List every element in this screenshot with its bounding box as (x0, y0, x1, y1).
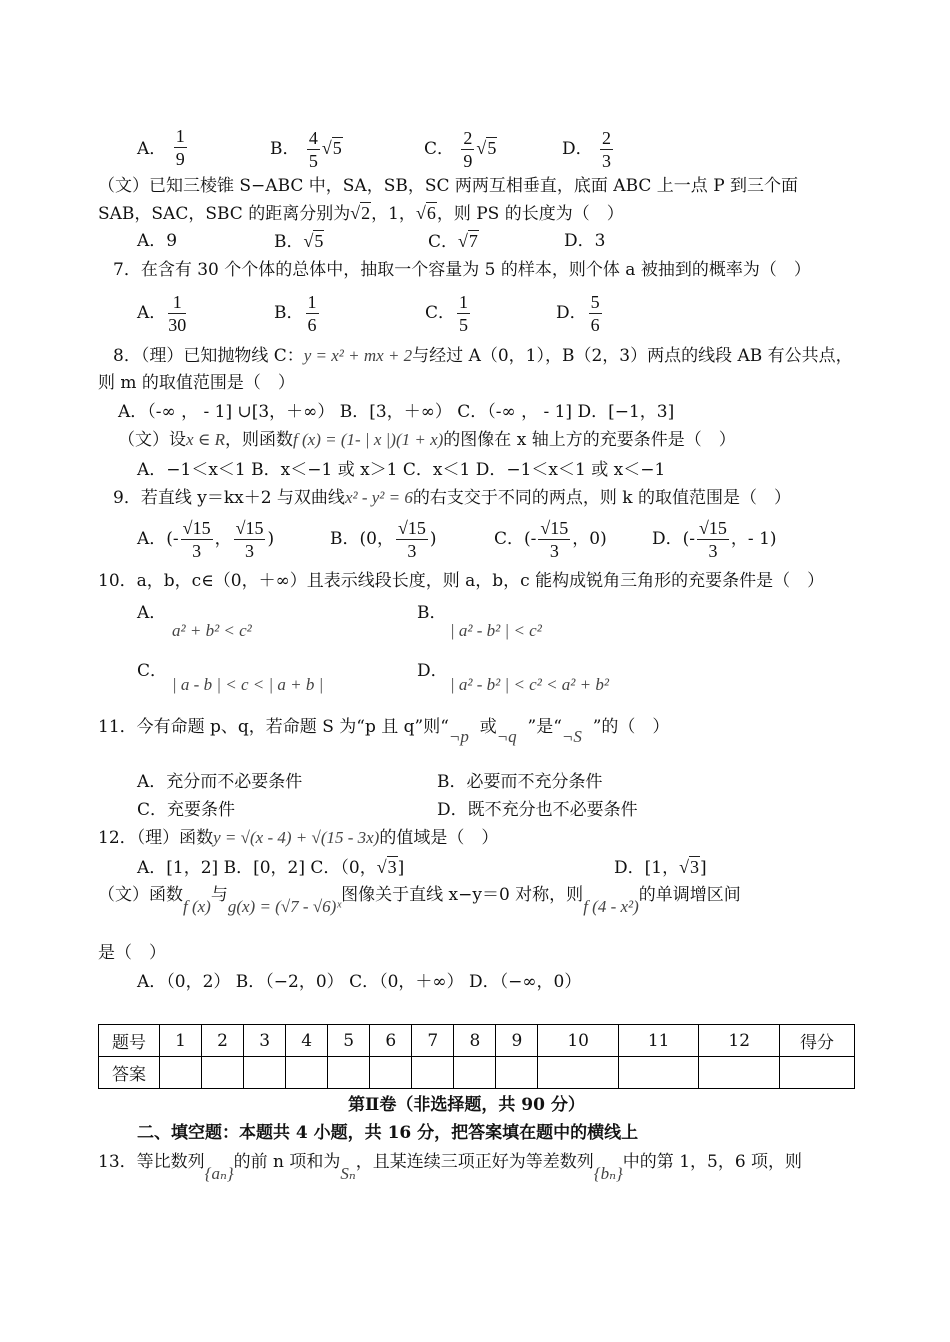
table-cell: 1 (160, 1025, 202, 1057)
q10-option-b-label: B． (417, 603, 447, 623)
q10-option-a-label: A． (137, 603, 167, 623)
q12-option-d: D．[1，√3] (614, 857, 707, 878)
table-cell: 4 (286, 1025, 328, 1057)
table-cell: 3 (244, 1025, 286, 1057)
q9-option-b: B．(0， $\frac{√15}{3}$ ) (330, 518, 437, 561)
table-cell: 11 (618, 1025, 699, 1057)
q12-text: 12．（理）函数y = √(x - 4) + √(15 - 3x)的值域是（ ） (98, 828, 499, 848)
answer-cell[interactable] (496, 1057, 538, 1089)
q10-option-a-math: a² + b² < c² (172, 621, 252, 640)
answer-cell[interactable] (160, 1057, 202, 1089)
q6-wen-line1: （文）已知三棱锥 S−ABC 中，SA，SB，SC 两两互相垂直，底面 ABC 上一点 P 到三个面 (98, 176, 799, 196)
answer-table-answer-row (99, 1057, 855, 1089)
table-cell: 题号 (99, 1025, 160, 1057)
answer-cell[interactable] (538, 1057, 619, 1089)
q6-option-a: A． $\frac{1}{9}$ (137, 126, 185, 169)
section-subtitle: 二、填空题：本题共 4 小题，共 16 分，把答案填在题中的横线上 (137, 1123, 639, 1143)
q6-option-c: C． $\frac{2}{9}$ √5 (424, 128, 497, 171)
q10-option-d-math: | a² - b² | < c² < a² + b² (450, 675, 609, 694)
score-cell[interactable] (780, 1057, 855, 1089)
q8-line1: 8．（理）已知抛物线 C：y = x² + mx + 2与经过 A（0，1），B（2，3）两点的线段 AB 有公共点， (113, 346, 853, 366)
table-cell: 9 (496, 1025, 538, 1057)
table-cell: 7 (412, 1025, 454, 1057)
table-cell: 得分 (780, 1025, 855, 1057)
table-cell: 2 (202, 1025, 244, 1057)
q11-option-b: B．必要而不充分条件 (437, 772, 603, 792)
answer-table-header-row (99, 1025, 855, 1057)
q11-option-c: C．充要条件 (137, 800, 236, 820)
q12-wen-line1: （文）函数f (x)与g(x) = (√7 - √6)ˣ图像关于直线 x−y＝0 对称，则f (4 - x²)的单调增区间 (98, 885, 741, 916)
q7-option-b: B． $\frac{1}{6}$ (274, 292, 317, 335)
answer-cell[interactable] (328, 1057, 370, 1089)
answer-table (98, 1024, 855, 1089)
q6-wen-option-d: D．3 (564, 231, 606, 251)
table-cell: 10 (538, 1025, 619, 1057)
q10-text: 10．a，b，c∈（0，＋∞）且表示线段长度，则 a，b，c 能构成锐角三角形的充要条件是（ ） (98, 571, 825, 591)
q8-line2: 则 m 的取值范围是（ ） (98, 373, 295, 393)
answer-cell[interactable] (286, 1057, 328, 1089)
table-cell: 5 (328, 1025, 370, 1057)
q6-wen-line2: SAB，SAC，SBC 的距离分别为√2，1，√6，则 PS 的长度为（ ） (98, 203, 624, 224)
q11-option-d: D．既不充分也不必要条件 (437, 800, 638, 820)
q10-option-c-label: C． (137, 661, 168, 681)
q7-option-c: C． $\frac{1}{5}$ (425, 292, 469, 335)
q6-wen-option-c: C．√7 (428, 231, 478, 252)
q11-option-a: A．充分而不必要条件 (137, 772, 303, 792)
q9-option-d: D．(- $\frac{√15}{3}$ ，- 1) (652, 518, 777, 561)
q12-wen-line2: 是（ ） (98, 943, 166, 963)
table-cell: 6 (370, 1025, 412, 1057)
answer-cell[interactable] (370, 1057, 412, 1089)
q9-option-c: C．(- $\frac{√15}{3}$ ，0) (494, 518, 607, 561)
q6-wen-option-b: B．√5 (274, 231, 324, 252)
table-cell: 8 (454, 1025, 496, 1057)
table-cell: 答案 (99, 1057, 160, 1089)
q7-text: 7．在含有 30 个个体的总体中，抽取一个容量为 5 的样本，则个体 a 被抽到的概率为（ ） (113, 260, 811, 280)
answer-cell[interactable] (618, 1057, 699, 1089)
answer-cell[interactable] (412, 1057, 454, 1089)
table-cell: 12 (699, 1025, 780, 1057)
q13-text: 13．等比数列{aₙ}的前 n 项和为Sₙ，且某连续三项正好为等差数列{bₙ}中的第 1，5，6 项，则 (98, 1152, 803, 1183)
q6-option-d: D． $\frac{2}{3}$ (562, 128, 612, 171)
answer-cell[interactable] (454, 1057, 496, 1089)
answer-cell[interactable] (244, 1057, 286, 1089)
q9-text: 9．若直线 y＝kx＋2 与双曲线x² - y² = 6的右支交于不同的两点，则 k 的取值范围是（ ） (113, 488, 791, 508)
q12-options: A．[1，2] B．[0，2] C．（0，√3] (137, 857, 405, 878)
q6-wen-option-a: A．9 (137, 231, 178, 251)
section-title: 第Ⅱ卷（非选择题，共 90 分） (348, 1095, 585, 1115)
answer-cell[interactable] (202, 1057, 244, 1089)
q7-option-a: A． $\frac{1}{30}$ (137, 292, 187, 335)
q10-option-b-math: | a² - b² | < c² (450, 621, 542, 640)
q6-option-b: B． $\frac{4}{5}$ √5 (270, 128, 342, 171)
q12-wen-options: A．（0，2） B．（−2，0） C．（0，＋∞） D．（−∞，0） (137, 972, 582, 992)
q9-option-a: A．(- $\frac{√15}{3}$ ， $\frac{√15}{3}$ ) (137, 518, 275, 561)
q10-option-d-label: D． (417, 661, 448, 681)
q10-option-c-math: | a - b | < c < | a + b | (172, 675, 324, 694)
q8-options: A．（-∞ ， - 1] ∪[3，＋∞） B．[3，＋∞） C．（-∞ ， - 1] D．[−1，3] (118, 402, 675, 422)
q8-wen-options: A．−1＜x＜1 B．x＜−1 或 x＞1 C．x＜1 D．−1＜x＜1 或 x＜−1 (137, 460, 666, 480)
q11-text: 11．今有命题 p、q，若命题 S 为“p 且 q”则“¬p 或¬q ”是“¬S ”的（ ） (98, 717, 670, 746)
q7-option-d: D． $\frac{5}{6}$ (556, 292, 600, 335)
answer-cell[interactable] (699, 1057, 780, 1089)
q8-wen: （文）设x ∈ R，则函数f (x) = (1- | x |)(1 + x)的图像在 x 轴上方的充要条件是（ ） (118, 430, 736, 450)
